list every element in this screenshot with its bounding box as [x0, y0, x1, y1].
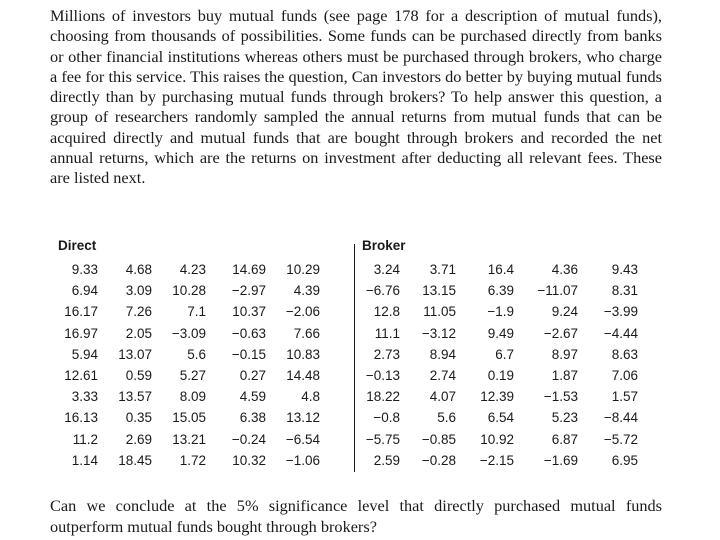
direct-return-cell: −1.06: [285, 452, 320, 468]
direct-return-cell: −2.97: [231, 283, 266, 299]
broker-return-cell: 6.7: [495, 346, 514, 362]
returns-table: [56, 236, 668, 476]
direct-return-cell: 14.69: [232, 262, 266, 277]
table-row: [56, 432, 668, 454]
direct-return-cell: 13.57: [118, 389, 152, 405]
table-row: [56, 410, 668, 432]
direct-return-cell: 3.09: [125, 283, 152, 299]
direct-return-cell: 9.33: [71, 262, 98, 277]
direct-return-cell: 5.94: [71, 346, 98, 362]
direct-return-cell: 2.69: [125, 431, 152, 447]
broker-return-cell: −11.07: [537, 283, 578, 299]
direct-return-cell: 16.17: [64, 304, 98, 320]
direct-column-header: Direct: [58, 238, 97, 253]
direct-return-cell: 4.39: [293, 283, 320, 299]
broker-return-cell: 0.19: [487, 368, 514, 383]
direct-return-cell: −2.06: [285, 304, 320, 320]
direct-return-cell: 4.8: [301, 389, 320, 405]
broker-return-cell: 8.31: [611, 283, 638, 299]
table-row: [56, 304, 668, 326]
direct-return-cell: 15.05: [172, 410, 206, 426]
direct-return-cell: 7.66: [293, 325, 320, 341]
direct-return-cell: 1.14: [71, 452, 98, 468]
table-row: [56, 262, 668, 284]
broker-return-cell: −3.12: [421, 325, 456, 341]
broker-return-cell: 5.23: [551, 410, 578, 426]
problem-question-paragraph: Can we conclude at the 5% significance level that directly purchased mutual funds outperform mutual funds bought through brokers?: [50, 496, 662, 536]
broker-return-cell: −2.67: [543, 325, 578, 341]
broker-return-cell: 8.97: [551, 346, 578, 362]
broker-return-cell: 6.95: [611, 452, 638, 468]
table-row: [56, 347, 668, 369]
direct-return-cell: 7.1: [187, 304, 206, 320]
broker-return-cell: −0.28: [421, 452, 456, 468]
direct-return-cell: 8.09: [179, 389, 206, 405]
broker-return-cell: 1.87: [551, 368, 578, 383]
broker-return-cell: 8.94: [429, 346, 456, 362]
broker-return-cell: −0.13: [365, 368, 400, 383]
broker-return-cell: 9.24: [551, 304, 578, 320]
broker-return-cell: −0.85: [421, 431, 456, 447]
broker-return-cell: 18.22: [366, 389, 400, 405]
table-row: [56, 368, 668, 390]
direct-return-cell: 5.27: [179, 368, 206, 383]
broker-return-cell: −2.15: [479, 452, 514, 468]
broker-return-cell: −4.44: [603, 325, 638, 341]
direct-return-cell: 2.05: [125, 325, 152, 341]
broker-return-cell: −8.44: [603, 410, 638, 426]
broker-return-cell: −3.99: [603, 304, 638, 320]
broker-return-cell: 6.87: [551, 431, 578, 447]
direct-return-cell: −0.15: [231, 346, 266, 362]
broker-return-cell: 9.49: [487, 325, 514, 341]
direct-return-cell: 0.35: [125, 410, 152, 426]
broker-return-cell: 12.8: [373, 304, 400, 320]
broker-return-cell: −1.9: [487, 304, 514, 320]
direct-return-cell: 10.29: [286, 262, 320, 277]
direct-return-cell: 16.97: [64, 325, 98, 341]
direct-return-cell: 13.21: [172, 431, 206, 447]
broker-return-cell: 4.36: [551, 262, 578, 277]
direct-return-cell: 18.45: [118, 452, 152, 468]
broker-return-cell: 12.39: [480, 389, 514, 405]
broker-return-cell: 2.73: [373, 346, 400, 362]
direct-return-cell: 12.61: [64, 368, 98, 383]
broker-return-cell: 4.07: [429, 389, 456, 405]
direct-return-cell: 11.2: [72, 431, 98, 447]
direct-return-cell: 1.72: [179, 452, 206, 468]
direct-return-cell: 0.27: [239, 368, 266, 383]
direct-return-cell: 4.68: [125, 262, 152, 277]
direct-return-cell: 16.13: [64, 410, 98, 426]
broker-column-header: Broker: [362, 238, 406, 253]
direct-return-cell: −0.63: [231, 325, 266, 341]
direct-return-cell: 13.07: [118, 346, 152, 362]
broker-return-cell: 3.71: [429, 262, 456, 277]
broker-return-cell: 2.59: [373, 452, 400, 468]
broker-return-cell: 8.63: [611, 346, 638, 362]
table-row: [56, 283, 668, 305]
broker-return-cell: −1.69: [543, 452, 578, 468]
direct-return-cell: 13.12: [286, 410, 320, 426]
broker-return-cell: 7.06: [611, 368, 638, 383]
direct-return-cell: −0.24: [231, 431, 266, 447]
broker-return-cell: 9.43: [611, 262, 638, 277]
direct-return-cell: 10.37: [232, 304, 266, 320]
broker-return-cell: 11.05: [423, 304, 456, 320]
broker-return-cell: 16.4: [487, 262, 514, 277]
broker-return-cell: −5.72: [603, 431, 638, 447]
direct-return-cell: 6.38: [239, 410, 266, 426]
direct-return-cell: −3.09: [171, 325, 206, 341]
direct-return-cell: −6.54: [285, 431, 320, 447]
table-row: [56, 326, 668, 348]
table-row: [56, 389, 668, 411]
direct-return-cell: 5.6: [187, 346, 206, 362]
broker-return-cell: −5.75: [365, 431, 400, 447]
table-row: [56, 453, 668, 475]
broker-return-cell: 5.6: [437, 410, 456, 426]
broker-return-cell: 3.24: [373, 262, 400, 277]
direct-return-cell: 0.59: [125, 368, 152, 383]
direct-return-cell: 10.83: [286, 346, 320, 362]
direct-return-cell: 4.59: [239, 389, 266, 405]
broker-return-cell: 6.39: [487, 283, 514, 299]
broker-return-cell: 6.54: [487, 410, 514, 426]
direct-return-cell: 3.33: [71, 389, 98, 405]
broker-return-cell: 13.15: [422, 283, 456, 299]
direct-return-cell: 14.48: [286, 368, 320, 383]
direct-return-cell: 7.26: [125, 304, 152, 320]
direct-return-cell: 10.32: [232, 452, 266, 468]
direct-return-cell: 4.23: [179, 262, 206, 277]
broker-return-cell: −1.53: [543, 389, 578, 405]
broker-return-cell: 10.92: [480, 431, 514, 447]
broker-return-cell: −6.76: [365, 283, 400, 299]
broker-return-cell: −0.8: [373, 410, 400, 426]
problem-intro-paragraph: Millions of investors buy mutual funds (see page 178 for a description of mutual funds), choosing from thousands of possibilities. Some funds can be purchased directly from banks or other financial institutions whereas others must be purchased through brokers, who charge a fee for this service. This raises the question, Can investors do better by buying mutual funds directly than by purchasing mutual funds through brokers? To help answer this question, a group of researchers randomly sampled the annual returns from mutual funds that can be acquired directly and mutual funds that are bought through brokers and recorded the net annual returns, which are the returns on investment after deducting all relevant fees. These are listed next.: [50, 6, 662, 188]
direct-return-cell: 6.94: [71, 283, 98, 299]
broker-return-cell: 2.74: [429, 368, 456, 383]
broker-return-cell: 11.1: [374, 325, 400, 341]
direct-return-cell: 10.28: [172, 283, 206, 299]
broker-return-cell: 1.57: [611, 389, 638, 405]
